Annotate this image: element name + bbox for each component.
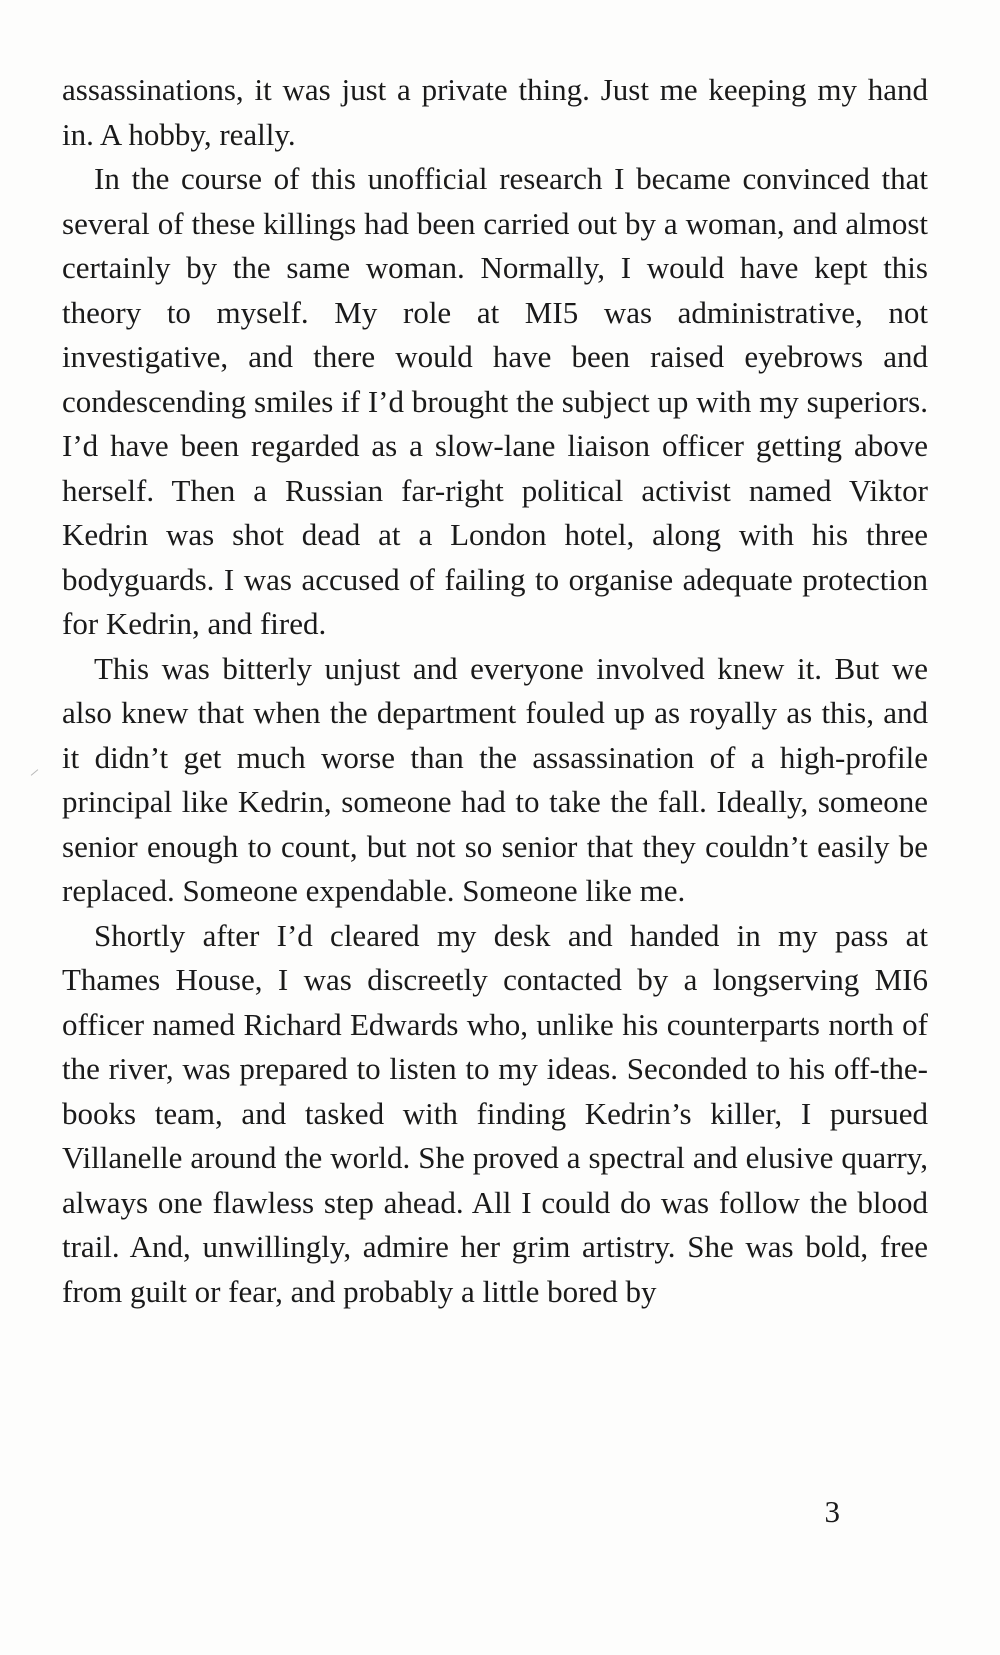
margin-mark	[31, 769, 39, 776]
body-text	[62, 68, 928, 1314]
paragraph-4: Shortly after I’d cleared my desk and handed in my pass at Thames House, I was discreetly contacted by a longserving MI6 officer named Richard Edwards who, unlike his counterparts north of the river, was prepared to listen to my ideas. Seconded to his off-the-books team, and tasked with finding Kedrin’s killer, I pursued Villanelle around the world. She proved a spectral and elusive quarry, always one flawless step ahead. All I could do was follow the blood trail. And, unwillingly, admire her grim artistry. She was bold, free from guilt or fear, and probably a little bored by	[62, 917, 928, 1309]
paragraph-1: assassinations, it was just a private thing. Just me keeping my hand in. A hobby, really.	[62, 72, 928, 152]
paragraph-3: This was bitterly unjust and everyone involved knew it. But we also knew that when the department fouled up as royally as this, and it didn’t get much worse than the assassination of a high-profile principal like Kedrin, someone had to take the fall. Ideally, someone senior enough to count, but not so senior that they couldn’t easily be replaced. Someone expendable. Someone like me.	[62, 650, 928, 908]
paragraph-2: In the course of this unofficial research I became convinced that several of these killings had been carried out by a woman, and almost certainly by the same woman. Normally, I would have kept this theory to myself. My role at MI5 was administrative, not investigative, and there would have been raised eyebrows and condescending smiles if I’d brought the subject up with my superiors. I’d have been regarded as a slow-lane liaison officer getting above herself. Then a Russian far-right political activist named Viktor Kedrin was shot dead at a London hotel, along with his three bodyguards. I was accused of failing to organise adequate protection for Kedrin, and fired.	[62, 161, 928, 641]
page-number: 3	[824, 1494, 840, 1529]
